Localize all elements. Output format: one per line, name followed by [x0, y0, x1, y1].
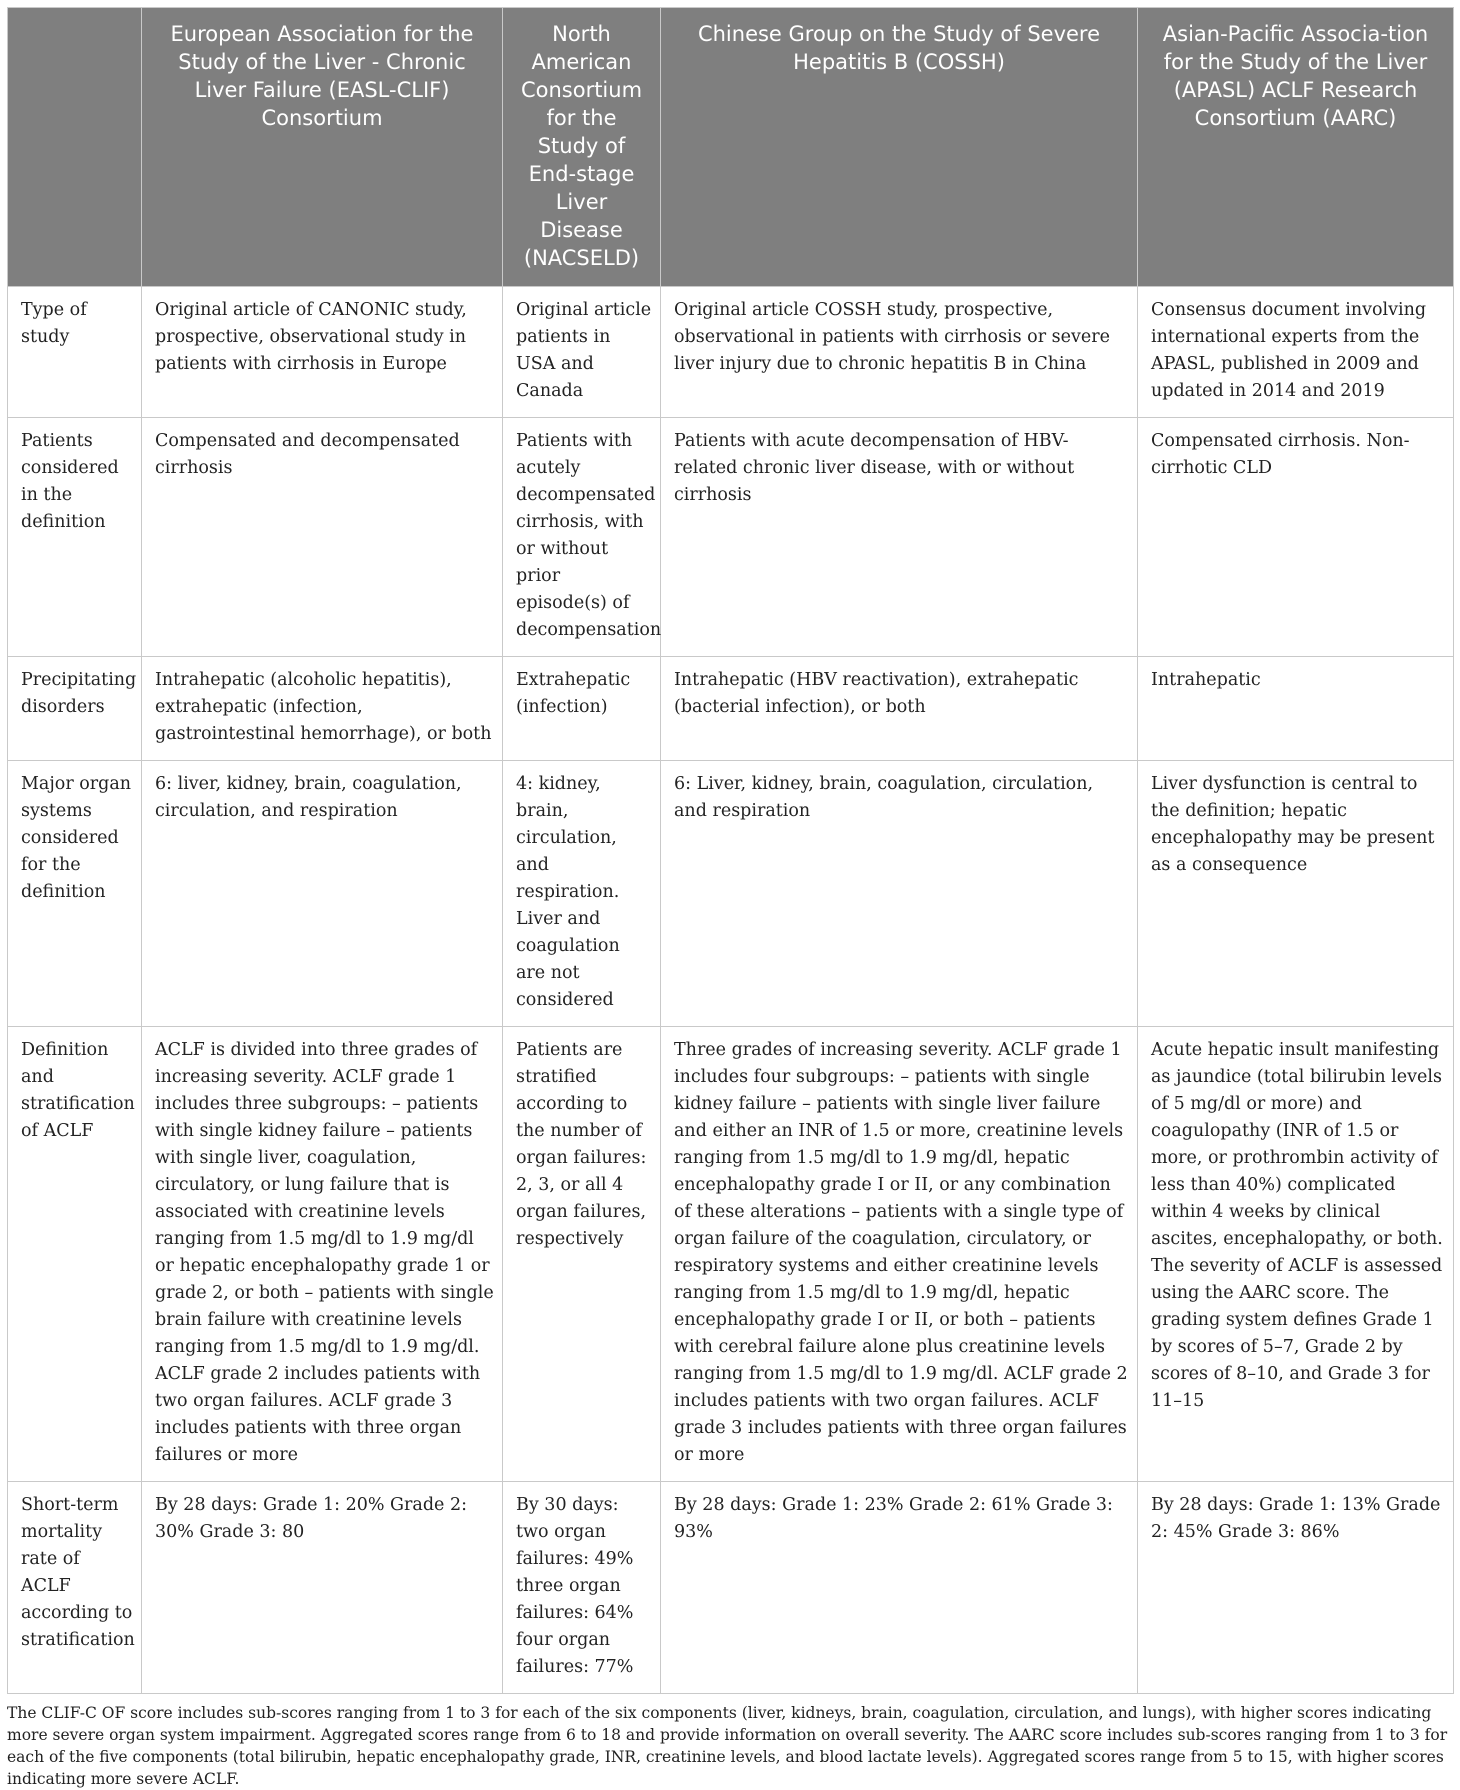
- table-cell: 4: kidney, brain, circulation, and respiration. Liver and coagulation are not considered: [503, 761, 661, 1027]
- table-cell: Patients with acutely decompensated cirrhosis, with or without prior episode(s) of decompensation: [503, 418, 661, 657]
- header-nacseld: North American Consortium for the Study of End-stage Liver Disease (NACSELD): [503, 8, 661, 287]
- table-cell: Patients with acute decompensation of HBV-related chronic liver disease, with or without cirrhosis: [661, 418, 1138, 657]
- table-row: [8, 418, 1454, 657]
- row-label: Precipitating disorders: [8, 657, 142, 761]
- aclf-definitions-table: [7, 7, 1454, 1694]
- header-cossh: Chinese Group on the Study of Severe Hepatitis B (COSSH): [661, 8, 1138, 287]
- table-cell: Consensus document involving international experts from the APASL, published in 2009 and updated in 2014 and 2019: [1138, 287, 1454, 418]
- table-row: [8, 1027, 1454, 1482]
- table-cell: ACLF is divided into three grades of increasing severity. ACLF grade 1 includes three subgroups: – patients with single kidney failure – patients with single liver, coagulation, circulatory, or lung failure that is associated with creatinine levels ranging from 1.5 mg/dl to 1.9 mg/dl or hepatic encephalopathy grade 1 or grade 2, or both – patients with single brain failure with creatinine levels ranging from 1.5 mg/dl to 1.9 mg/dl. ACLF grade 2 includes patients with two organ failures. ACLF grade 3 includes patients with three organ failures or more: [142, 1027, 503, 1482]
- table-footnote: The CLIF-C OF score includes sub-scores ranging from 1 to 3 for each of the six components (liver, kidneys, brain, coagulation, circulation, and lungs), with higher scores indicating more severe organ system impairment. Aggregated scores range from 6 to 18 and provide information on overall severity. The AARC score includes sub-scores ranging from 1 to 3 for each of the five components (total bilirubin, hepatic encephalopathy grade, INR, creatinine levels, and blood lactate levels). Aggregated scores range from 5 to 15, with higher scores indicating more severe ACLF.: [7, 1704, 1448, 1788]
- table-cell: Compensated and decompensated cirrhosis: [142, 418, 503, 657]
- table-header: [8, 8, 1454, 287]
- table-cell: By 28 days: Grade 1: 13% Grade 2: 45% Grade 3: 86%: [1138, 1482, 1454, 1694]
- table-cell: Extrahepatic (infection): [503, 657, 661, 761]
- table-cell: Acute hepatic insult manifesting as jaundice (total bilirubin levels of 5 mg/dl or more) and coagulopathy (INR of 1.5 or more, or prothrombin activity of less than 40%) complicated within 4 weeks by clinical ascites, encephalopathy, or both. The severity of ACLF is assessed using the AARC score. The grading system defines Grade 1 by scores of 5–7, Grade 2 by scores of 8–10, and Grade 3 for 11–15: [1138, 1027, 1454, 1482]
- table-cell: Three grades of increasing severity. ACLF grade 1 includes four subgroups: – patients with single kidney failure – patients with single liver failure and either an INR of 1.5 or more, creatinine levels ranging from 1.5 mg/dl to 1.9 mg/dl, hepatic encephalopathy grade I or II, or any combination of these alterations – patients with a single type of organ failure of the coagulation, circulatory, or respiratory systems and either creatinine levels ranging from 1.5 mg/dl to 1.9 mg/dl, hepatic encephalopathy grade I or II, or both – patients with cerebral failure alone plus creatinine levels ranging from 1.5 mg/dl to 1.9 mg/dl. ACLF grade 2 includes patients with two organ failures. ACLF grade 3 includes patients with three organ failures or more: [661, 1027, 1138, 1482]
- document-page: [7, 7, 1453, 1790]
- table-row: [8, 1482, 1454, 1694]
- table-cell: Original article COSSH study, prospective, observational in patients with cirrhosis or severe liver injury due to chronic hepatitis B in China: [661, 287, 1138, 418]
- row-label: Major organ systems considered for the definition: [8, 761, 142, 1027]
- row-label: Definition and stratification of ACLF: [8, 1027, 142, 1482]
- table-cell: 6: Liver, kidney, brain, coagulation, circulation, and respiration: [661, 761, 1138, 1027]
- row-label: Patients considered in the definition: [8, 418, 142, 657]
- table-cell: 6: liver, kidney, brain, coagulation, circulation, and respiration: [142, 761, 503, 1027]
- table-row: [8, 287, 1454, 418]
- table-body: [8, 287, 1454, 1694]
- table-row: [8, 761, 1454, 1027]
- header-row: [8, 8, 1454, 287]
- table-cell: Original article of CANONIC study, prospective, observational study in patients with cirrhosis in Europe: [142, 287, 503, 418]
- header-aarc: Asian-Pacific Associa-tion for the Study of the Liver (APASL) ACLF Research Consortium (AARC): [1138, 8, 1454, 287]
- table-cell: Intrahepatic (alcoholic hepatitis), extrahepatic (infection, gastrointestinal hemorrhage), or both: [142, 657, 503, 761]
- table-cell: Intrahepatic (HBV reactivation), extrahepatic (bacterial infection), or both: [661, 657, 1138, 761]
- table-cell: Liver dysfunction is central to the definition; hepatic encephalopathy may be present as a consequence: [1138, 761, 1454, 1027]
- table-cell: Intrahepatic: [1138, 657, 1454, 761]
- row-label: Type of study: [8, 287, 142, 418]
- table-cell: Compensated cirrhosis. Non-cirrhotic CLD: [1138, 418, 1454, 657]
- row-label: Short-term mortality rate of ACLF according to stratification: [8, 1482, 142, 1694]
- table-cell: By 28 days: Grade 1: 20% Grade 2: 30% Grade 3: 80: [142, 1482, 503, 1694]
- table-cell: Original article patients in USA and Canada: [503, 287, 661, 418]
- table-cell: By 28 days: Grade 1: 23% Grade 2: 61% Grade 3: 93%: [661, 1482, 1138, 1694]
- table-row: [8, 657, 1454, 761]
- table-cell: By 30 days: two organ failures: 49% three organ failures: 64% four organ failures: 77%: [503, 1482, 661, 1694]
- header-easl-clif: European Association for the Study of the Liver - Chronic Liver Failure (EASL-CLIF) Consortium: [142, 8, 503, 287]
- header-cell-empty: [8, 8, 142, 287]
- table-cell: Patients are stratified according to the number of organ failures: 2, 3, or all 4 organ failures, respectively: [503, 1027, 661, 1482]
